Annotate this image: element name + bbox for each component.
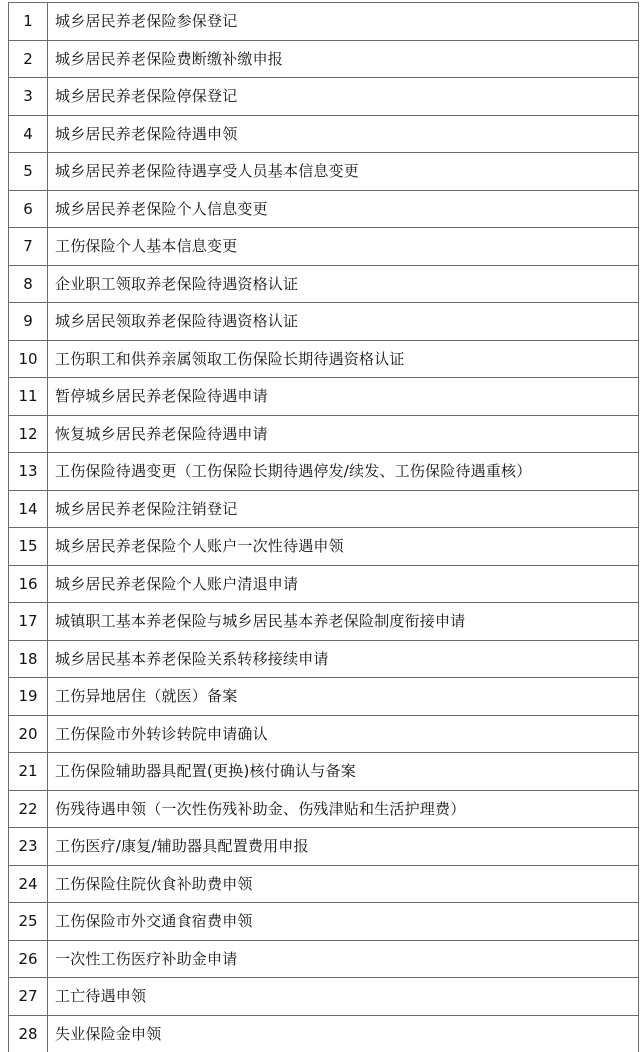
table-body [9,3,639,1052]
table-row [9,303,639,341]
table-row [9,565,639,603]
row-item-name: 失业保险金申领 [48,1015,639,1052]
row-number: 20 [9,715,48,753]
row-item-name: 暂停城乡居民养老保险待遇申请 [48,378,639,416]
row-item-name: 城乡居民养老保险待遇享受人员基本信息变更 [48,153,639,191]
row-item-name: 工亡待遇申领 [48,978,639,1016]
row-item-name: 工伤保险个人基本信息变更 [48,228,639,266]
row-number: 18 [9,640,48,678]
row-item-name: 工伤医疗/康复/辅助器具配置费用申报 [48,828,639,866]
row-item-name: 城乡居民养老保险参保登记 [48,3,639,41]
row-item-name: 工伤保险待遇变更（工伤保险长期待遇停发/续发、工伤保险待遇重核） [48,453,639,491]
table-row [9,40,639,78]
row-number: 22 [9,790,48,828]
service-items-table [8,2,639,1052]
table-row [9,265,639,303]
row-item-name: 城镇职工基本养老保险与城乡居民基本养老保险制度衔接申请 [48,603,639,641]
row-item-name: 工伤保险住院伙食补助费申领 [48,865,639,903]
row-number: 8 [9,265,48,303]
table-row [9,415,639,453]
row-item-name: 城乡居民领取养老保险待遇资格认证 [48,303,639,341]
row-item-name: 恢复城乡居民养老保险待遇申请 [48,415,639,453]
table-row [9,378,639,416]
table-row [9,228,639,266]
row-number: 24 [9,865,48,903]
table-row [9,3,639,41]
table-row [9,78,639,116]
table-row [9,1015,639,1052]
row-number: 28 [9,1015,48,1052]
row-item-name: 工伤异地居住（就医）备案 [48,678,639,716]
row-number: 15 [9,528,48,566]
row-number: 13 [9,453,48,491]
row-number: 4 [9,115,48,153]
row-item-name: 伤残待遇申领（一次性伤残补助金、伤残津贴和生活护理费） [48,790,639,828]
row-item-name: 城乡居民养老保险注销登记 [48,490,639,528]
row-item-name: 工伤保险市外转诊转院申请确认 [48,715,639,753]
row-number: 2 [9,40,48,78]
row-number: 1 [9,3,48,41]
row-number: 25 [9,903,48,941]
table-row [9,940,639,978]
table-row [9,978,639,1016]
row-number: 16 [9,565,48,603]
row-number: 7 [9,228,48,266]
row-number: 23 [9,828,48,866]
row-number: 12 [9,415,48,453]
row-item-name: 工伤保险市外交通食宿费申领 [48,903,639,941]
row-item-name: 城乡居民养老保险个人信息变更 [48,190,639,228]
table-row [9,640,639,678]
table-row [9,790,639,828]
table-row [9,453,639,491]
row-item-name: 城乡居民养老保险停保登记 [48,78,639,116]
row-number: 21 [9,753,48,791]
table-row [9,115,639,153]
row-number: 3 [9,78,48,116]
table-row [9,528,639,566]
row-number: 10 [9,340,48,378]
row-number: 19 [9,678,48,716]
table-row [9,490,639,528]
row-number: 17 [9,603,48,641]
row-number: 5 [9,153,48,191]
row-number: 27 [9,978,48,1016]
row-item-name: 一次性工伤医疗补助金申请 [48,940,639,978]
table-row [9,603,639,641]
table-row [9,828,639,866]
row-number: 11 [9,378,48,416]
row-item-name: 企业职工领取养老保险待遇资格认证 [48,265,639,303]
row-item-name: 城乡居民养老保险待遇申领 [48,115,639,153]
table-row [9,715,639,753]
table-row [9,678,639,716]
row-number: 6 [9,190,48,228]
row-item-name: 城乡居民基本养老保险关系转移接续申请 [48,640,639,678]
table-row [9,753,639,791]
row-number: 14 [9,490,48,528]
row-number: 26 [9,940,48,978]
table-row [9,153,639,191]
table-row [9,865,639,903]
row-number: 9 [9,303,48,341]
row-item-name: 城乡居民养老保险费断缴补缴申报 [48,40,639,78]
table-row [9,903,639,941]
table-row [9,190,639,228]
table-row [9,340,639,378]
row-item-name: 城乡居民养老保险个人账户一次性待遇申领 [48,528,639,566]
row-item-name: 城乡居民养老保险个人账户清退申请 [48,565,639,603]
row-item-name: 工伤职工和供养亲属领取工伤保险长期待遇资格认证 [48,340,639,378]
row-item-name: 工伤保险辅助器具配置(更换)核付确认与备案 [48,753,639,791]
